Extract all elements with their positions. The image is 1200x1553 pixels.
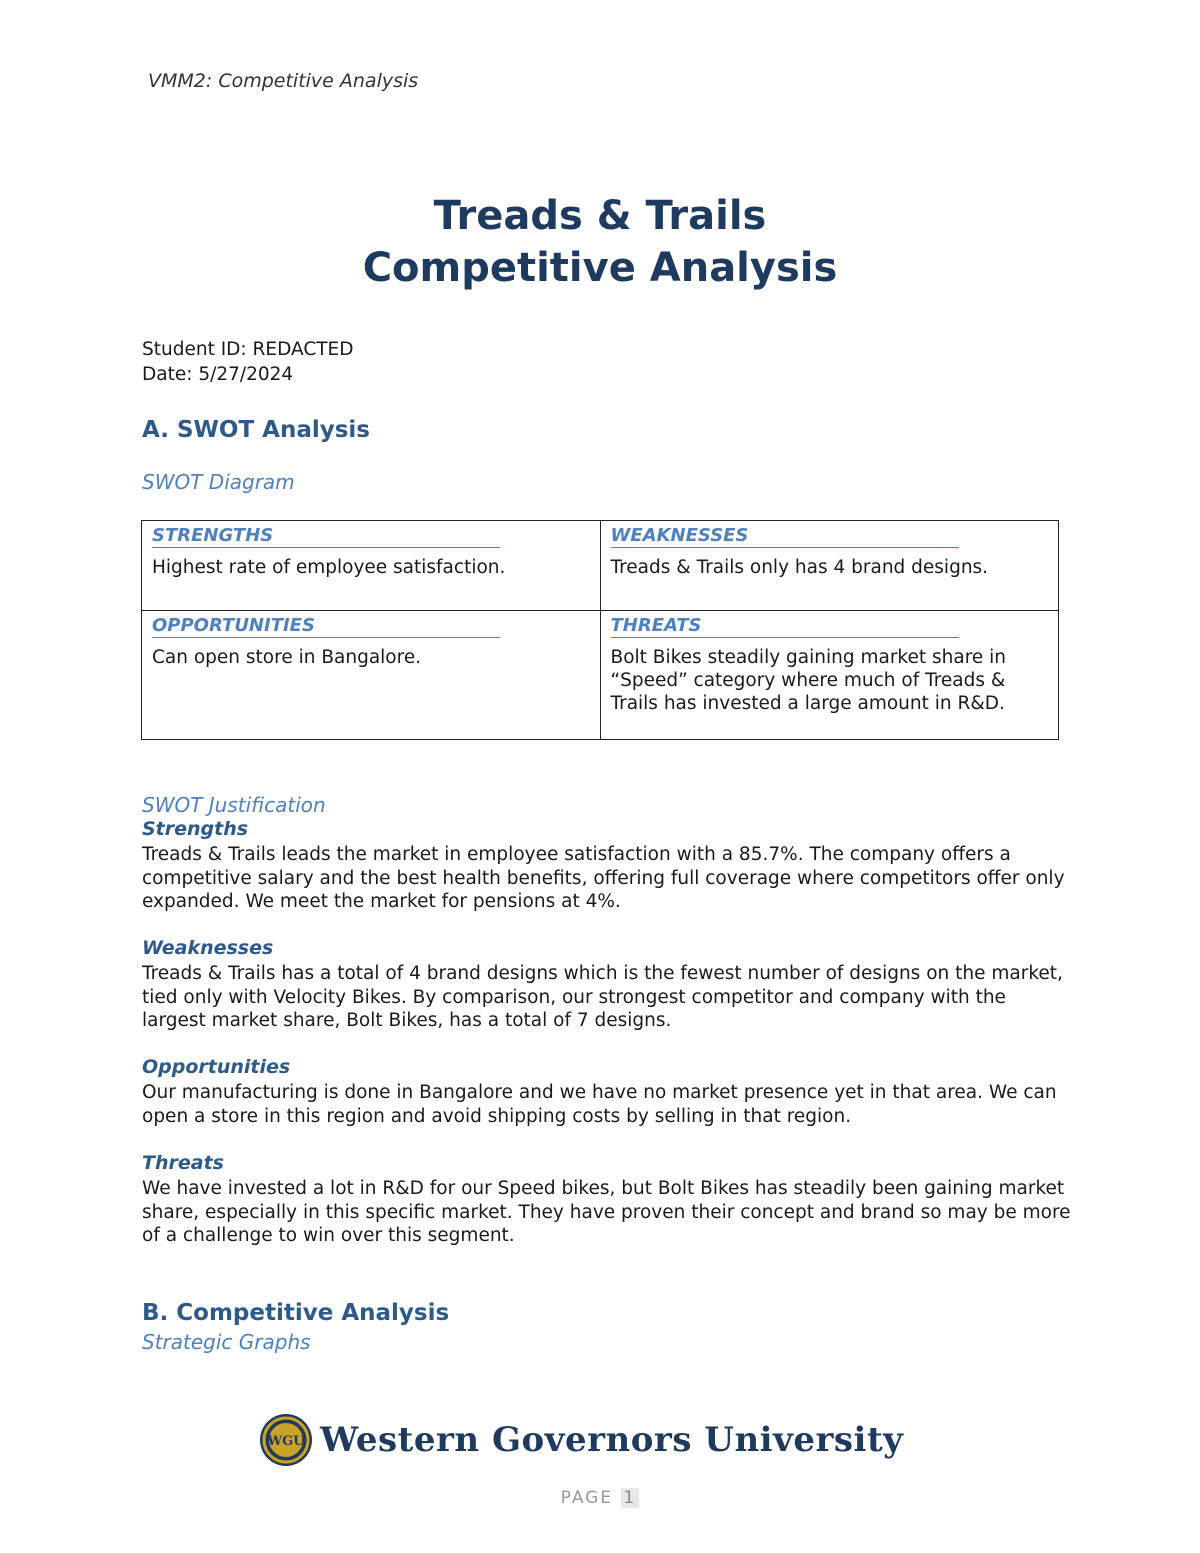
student-id: Student ID: REDACTED [142, 339, 354, 360]
swot-table [141, 520, 1059, 740]
section-b-heading: B. Competitive Analysis [142, 1300, 450, 1326]
justification-opportunities-heading: Opportunities [142, 1056, 291, 1078]
swot-strengths-cell [142, 521, 601, 611]
wgu-logo [258, 1412, 918, 1472]
swot-diagram-heading: SWOT Diagram [142, 470, 295, 494]
swot-weaknesses-cell [600, 521, 1059, 611]
swot-threats-label: THREATS [611, 615, 959, 638]
swot-strengths-text: Highest rate of employee satisfaction. [152, 557, 506, 578]
document-title-line-2: Competitive Analysis [362, 245, 838, 291]
justification-weaknesses-heading: Weaknesses [142, 937, 274, 959]
section-a-heading: A. SWOT Analysis [142, 417, 370, 443]
justification-strengths-heading: Strengths [142, 818, 249, 840]
running-header: VMM2: Competitive Analysis [148, 70, 419, 92]
swot-opportunities-label: OPPORTUNITIES [152, 615, 500, 638]
justification-strengths-text: Treads & Trails leads the market in employee satisfaction with a 85.7%. The company offers a competitive salary and the best health benefits, offering full coverage where competitors offer only expanded. We meet the market for pensions at 4%. [142, 844, 1065, 912]
swot-opportunities-text: Can open store in Bangalore. [152, 647, 422, 668]
page-label: PAGE [560, 1488, 614, 1508]
wgu-seal-text: WGU [267, 1434, 305, 1449]
date: Date: 5/27/2024 [142, 364, 294, 385]
justification-threats-heading: Threats [142, 1152, 224, 1174]
page-footer [0, 1488, 1200, 1508]
swot-weaknesses-text: Treads & Trails only has 4 brand designs. [610, 557, 989, 578]
justification-opportunities-text: Our manufacturing is done in Bangalore and we have no market presence yet in that area. We can open a store in this region and avoid shipping costs by selling in that region. [142, 1082, 1057, 1127]
strategic-graphs-heading: Strategic Graphs [142, 1330, 311, 1354]
swot-opportunities-cell [142, 611, 601, 740]
wgu-seal-icon [258, 1412, 314, 1468]
wgu-wordmark: Western Governors University [320, 1420, 904, 1460]
document-title-line-1: Treads & Trails [433, 193, 767, 239]
swot-strengths-label: STRENGTHS [152, 525, 500, 548]
justification-threats-text: We have invested a lot in R&D for our Speed bikes, but Bolt Bikes has steadily been gaining market share, especially in this specific market. They have proven their concept and brand so may be more of a challenge to win over this segment. [142, 1178, 1071, 1246]
swot-weaknesses-label: WEAKNESSES [611, 525, 959, 548]
swot-justification-heading: SWOT Justification [142, 793, 326, 817]
page-number: 1 [621, 1488, 640, 1508]
swot-threats-cell [600, 611, 1059, 740]
justification-weaknesses-text: Treads & Trails has a total of 4 brand designs which is the fewest number of designs on the market, tied only with Velocity Bikes. By comparison, our strongest competitor and company with the largest market share, Bolt Bikes, has a total of 7 designs. [142, 963, 1063, 1031]
swot-threats-text: Bolt Bikes steadily gaining market share in “Speed” category where much of Treads & Trails has invested a large amount in R&D. [610, 647, 1007, 714]
